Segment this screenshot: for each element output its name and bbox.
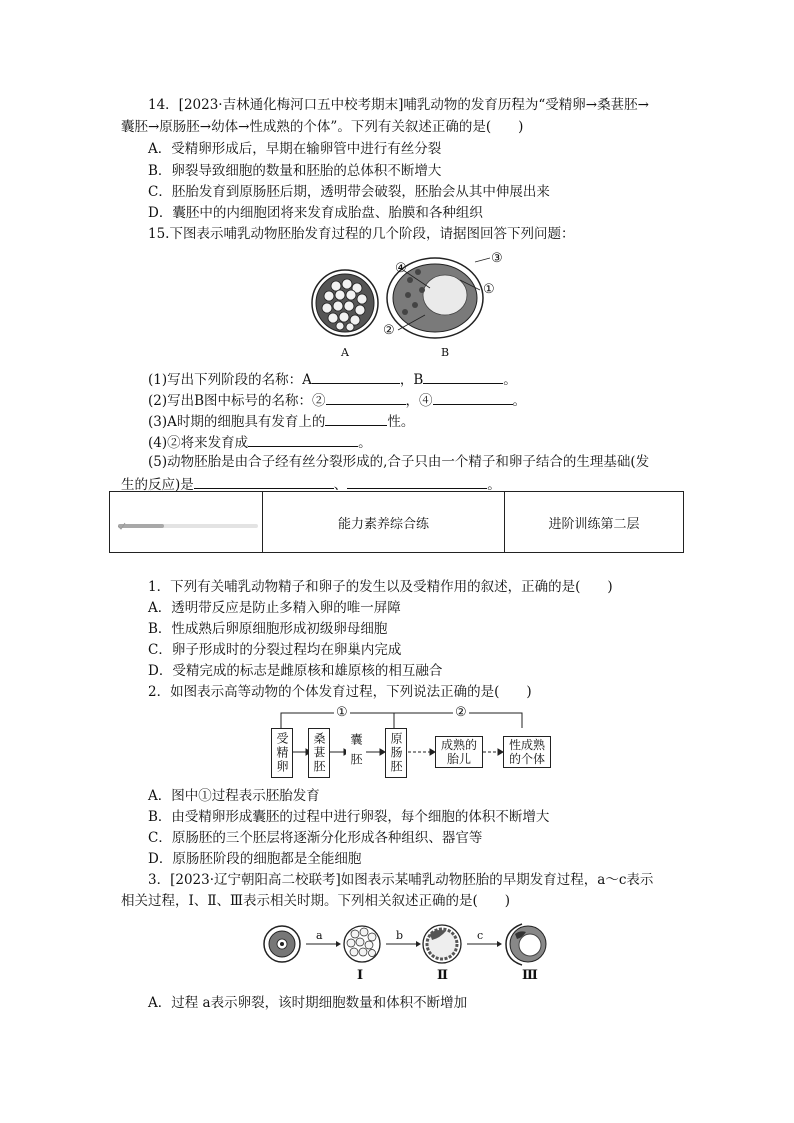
q14-option-c: C．胚胎发育到原肠胚后期，透明带会破裂，胚胎会从其中伸展出来	[148, 184, 550, 200]
q2-option-c: C．原肠胚的三个胚层将逐渐分化形成各种组织、器官等	[148, 830, 483, 846]
figure-b-caption: B	[441, 346, 450, 359]
q15-sub1	[148, 369, 517, 389]
q15-sub3	[148, 411, 414, 431]
q14-option-b: B．卵裂导致细胞的数量和胚胎的总体积不断增大	[148, 163, 442, 179]
q15-sub4-end: 。	[358, 435, 372, 451]
q3-option-a: A．过程 a表示卵裂，该时期细胞数量和体积不断增加	[148, 995, 468, 1011]
flow-label-1: ①	[336, 705, 348, 720]
flow-box-fertilized-egg: 受精卵	[271, 728, 293, 778]
answer-blank[interactable]	[433, 390, 513, 405]
q15-sub3-text-a: (3)A时期的细胞具有发育上的	[148, 414, 326, 430]
q15-sub2-text-a: (2)写出B图中标号的名称：②	[148, 393, 326, 409]
figure-b-label-1: ①	[483, 282, 495, 297]
q2-stem: 2．如图表示高等动物的个体发育过程，下列说法正确的是( )	[148, 684, 532, 700]
q15-sub5-text-b: 、	[333, 477, 348, 493]
q15-sub5-end: 。	[487, 477, 501, 493]
figure-b-label-3: ③	[491, 251, 503, 266]
figure-b-label-4: ④	[395, 261, 407, 276]
q14-option-d: D．囊胚中的内细胞团将来发育成胎盘、胎膜和各种组织	[148, 205, 483, 221]
embryo-figure-a	[310, 268, 380, 338]
answer-blank[interactable]	[312, 369, 400, 384]
progress-bar-icon	[118, 522, 258, 530]
answer-blank[interactable]	[194, 474, 334, 489]
q15-sub2-end: 。	[512, 393, 527, 409]
flow-box-gastrula: 原肠胚	[385, 728, 407, 778]
q15-sub1-text-b: ，B	[399, 372, 424, 388]
q14-option-a: A．受精卵形成后，早期在输卵管中进行有丝分裂	[148, 141, 442, 157]
q15-sub5-line1: (5)动物胚胎是由合子经有丝分裂形成的,合子只由一个精子和卵子结合的生理基础(发	[148, 454, 650, 470]
flow-label-2: ②	[455, 705, 467, 720]
q14-stem-line2: 囊胚→原肠胚→幼体→性成熟的个体”。下列有关叙述正确的是( )	[121, 119, 524, 135]
answer-blank[interactable]	[248, 432, 358, 447]
development-flow-diagram	[270, 705, 570, 778]
q15-stem: 15.下图表示哺乳动物胚胎发育过程的几个阶段，请据图回答下列问题：	[148, 226, 575, 242]
q15-sub5-text-a: 生的反应)是	[121, 477, 194, 493]
stage-label-2: Ⅱ	[437, 968, 448, 983]
flow-box-mature-individual: 性成熟的个体	[503, 736, 551, 768]
section-header	[109, 491, 684, 553]
q3-stem-line1: 3．[2023·辽宁朝阳高二校联考]如图表示某哺乳动物胚胎的早期发育过程，a～c表示	[148, 872, 654, 888]
answer-blank[interactable]	[325, 411, 387, 426]
q1-stem: 1．下列有关哺乳动物精子和卵子的发生以及受精作用的叙述，正确的是( )	[148, 579, 613, 595]
answer-blank[interactable]	[326, 390, 406, 405]
q1-option-d: D．受精完成的标志是雌原核和雄原核的相互融合	[148, 663, 443, 679]
q3-stem-line2: 相关过程，Ⅰ、Ⅱ、Ⅲ表示相关时期。下列相关叙述正确的是( )	[121, 893, 511, 909]
q2-option-a: A．图中①过程表示胚胎发育	[148, 788, 320, 804]
q2-option-d: D．原肠胚阶段的细胞都是全能细胞	[148, 851, 362, 867]
flow-box-morula: 桑葚胚	[308, 728, 330, 778]
figure-a-caption: A	[341, 346, 349, 359]
q1-option-c: C．卵子形成时的分裂过程均在卵巢内完成	[148, 642, 402, 658]
q15-sub4-text-a: (4)②将来发育成	[148, 435, 249, 451]
section-level: 进阶训练第二层	[548, 516, 640, 532]
flow-box-blastocyst: 囊胚	[346, 728, 366, 778]
arrow-label-c: c	[477, 929, 484, 942]
arrow-label-b: b	[396, 929, 404, 942]
section-title: 能力素养综合练	[337, 516, 429, 532]
q15-sub4	[148, 432, 372, 452]
q15-sub1-end: 。	[503, 372, 517, 388]
answer-blank[interactable]	[423, 369, 503, 384]
answer-blank[interactable]	[347, 474, 487, 489]
early-development-figure	[260, 918, 560, 980]
stage-label-1: Ⅰ	[357, 968, 364, 983]
q15-sub1-text-a: (1)写出下列阶段的名称：A	[148, 372, 312, 388]
figure-b-label-2: ②	[383, 323, 395, 338]
q1-option-a: A．透明带反应是防止多精入卵的唯一屏障	[148, 600, 401, 616]
q2-option-b: B．由受精卵形成囊胚的过程中进行卵裂，每个细胞的体积不断增大	[148, 809, 550, 825]
q15-sub2	[148, 390, 526, 410]
arrow-label-a: a	[316, 929, 323, 942]
flow-box-mature-fetus: 成熟的胎儿	[435, 736, 483, 768]
q15-sub3-end: 性。	[387, 414, 415, 430]
stage-label-3: Ⅲ	[522, 968, 538, 983]
q1-option-b: B．性成熟后卵原细胞形成初级卵母细胞	[148, 621, 388, 637]
q14-stem-line1: 14．[2023·吉林通化梅河口五中校考期末]哺乳动物的发育历程为“受精卵→桑葚胚→	[148, 97, 649, 113]
q15-sub2-text-b: ，④	[405, 393, 433, 409]
